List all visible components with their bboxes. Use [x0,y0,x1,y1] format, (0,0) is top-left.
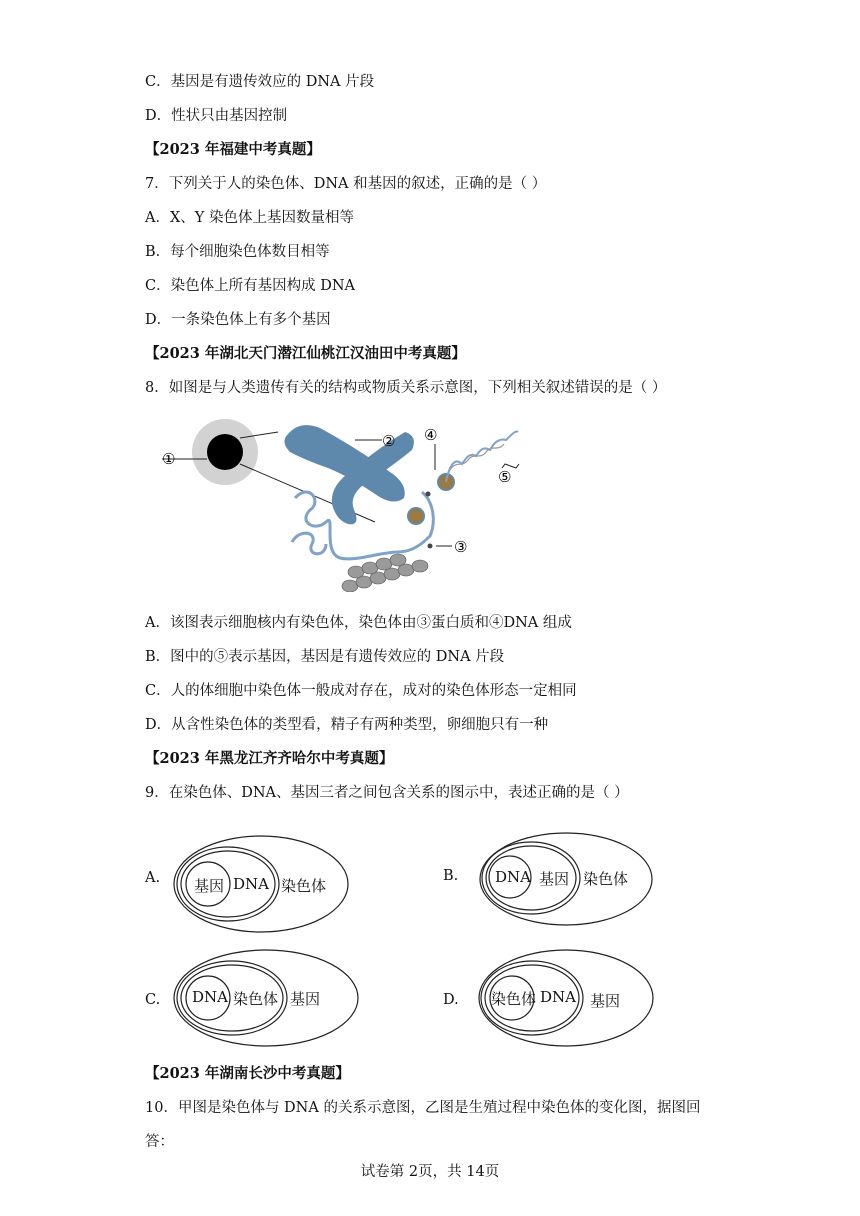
q9-option-c-letter: C. [145,992,161,1008]
q6-option-c: C．基因是有遗传效应的 DNA 片段 [145,74,375,90]
q9-option-a-letter: A. [145,870,161,886]
q9-a-middle: DNA [233,875,269,893]
q9-b-inner: DNA [495,868,531,886]
q6-option-d: D．性状只由基因控制 [145,108,288,124]
chromosome-dna-figure [150,412,530,592]
q9-a-inner: 基因 [194,877,225,895]
q8-option-c: C．人的体细胞中染色体一般成对存在，成对的染色体形态一定相同 [145,683,577,699]
page-footer: 试卷第 2页，共 14页 [360,1164,500,1180]
q9-option-b-letter: B. [443,868,459,884]
q9-a-outer: 染色体 [281,877,327,895]
q10-stem-line1: 10．甲图是染色体与 DNA 的关系示意图，乙图是生殖过程中染色体的变化图，据图回 [145,1100,701,1116]
q8-option-a: A．该图表示细胞核内有染色体，染色体由③蛋白质和④DNA 组成 [145,615,572,631]
label-4: ④ [424,426,438,444]
q7-option-c: C．染色体上所有基因构成 DNA [145,278,355,294]
q9-b-middle: 基因 [539,870,570,888]
q10-stem-line2: 答： [145,1134,174,1150]
q7-option-a: A．X、Y 染色体上基因数量相等 [145,210,354,226]
q7-stem: 7．下列关于人的染色体、DNA 和基因的叙述，正确的是（ ） [145,176,547,192]
q7-option-b: B．每个细胞染色体数目相等 [145,244,330,260]
label-5: ⑤ [498,468,512,486]
q9-d-outer: 基因 [590,992,621,1010]
q9-option-d-letter: D. [443,992,459,1008]
cell-nucleus [207,434,243,470]
q9-c-inner: DNA [192,988,228,1006]
q8-source: 【2023 年湖北天门潜江仙桃江汉油田中考真题】 [145,345,466,362]
q9-stem: 9．在染色体、DNA、基因三者之间包含关系的图示中，表述正确的是（ ） [145,785,629,801]
q9-source: 【2023 年黑龙江齐齐哈尔中考真题】 [145,750,394,767]
q8-option-b: B．图中的⑤表示基因，基因是有遗传效应的 DNA 片段 [145,649,505,665]
q7-source: 【2023 年福建中考真题】 [145,141,321,158]
q9-c-middle: 染色体 [233,990,279,1008]
q9-c-outer: 基因 [290,990,321,1008]
q8-option-d: D．从含性染色体的类型看，精子有两种类型，卵细胞只有一种 [145,717,549,733]
q7-option-d: D．一条染色体上有多个基因 [145,312,331,328]
histone-1 [408,508,424,524]
q9-b-outer: 染色体 [583,870,629,888]
q8-stem: 8．如图是与人类遗传有关的结构或物质关系示意图，下列相关叙述错误的是（ ） [145,380,667,396]
label-2: ② [382,432,396,450]
label-1: ① [162,450,176,468]
q10-source: 【2023 年湖南长沙中考真题】 [145,1065,350,1082]
dna-strand [295,492,433,559]
q9-d-middle: DNA [540,988,576,1006]
q9-d-inner: 染色体 [491,990,537,1008]
label-3: ③ [454,538,468,556]
